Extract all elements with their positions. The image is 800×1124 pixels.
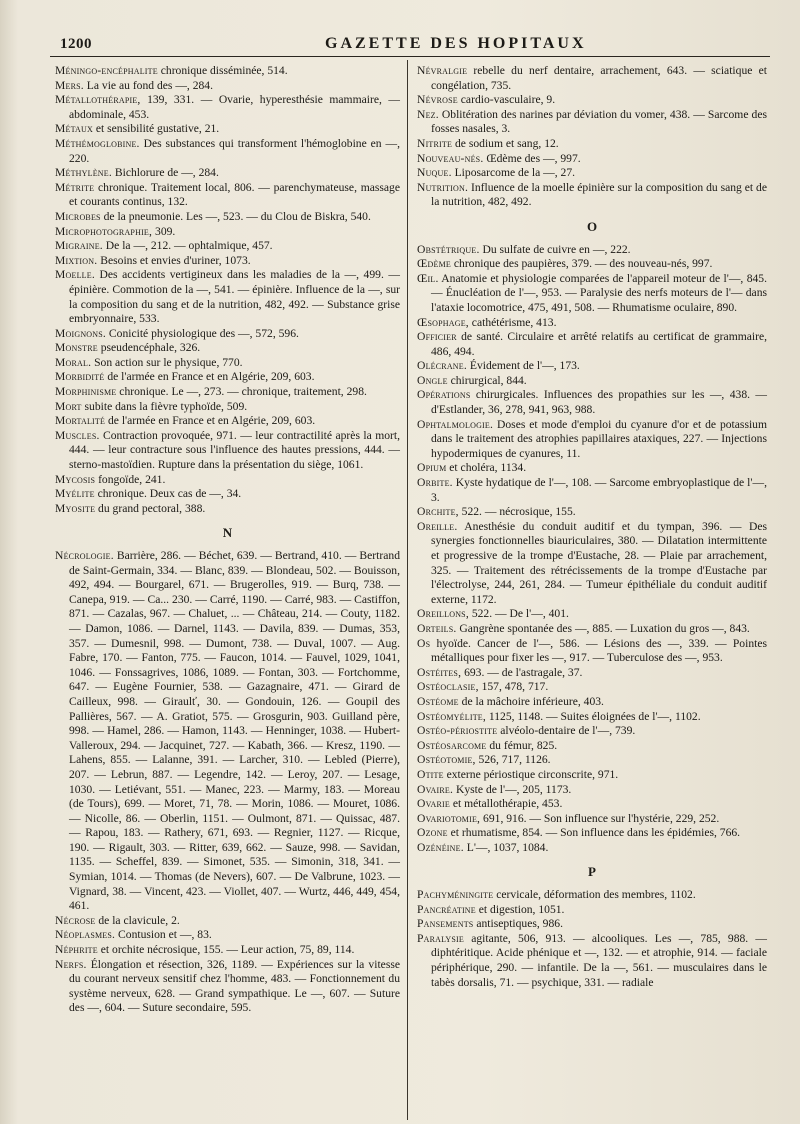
entry-text: De la —, 212. — ophtalmique, 457. [102, 239, 273, 253]
index-entry [55, 429, 400, 473]
entry-text: Influence de la moelle épinière sur la composition du sang et de la nutrition, 482, 492. [431, 180, 767, 209]
entry-headword: Otite [417, 767, 444, 781]
entry-headword: Orteils. [417, 621, 457, 635]
index-entry [55, 210, 400, 225]
entry-text: Barrière, 286. — Béchet, 639. — Bertrand, 410. — Bertrand de Saint-Germain, 334. — Blanc, 839. — Blondeau, 502. — Bouisson, 492, 494. — Bourgarel, 671. — Brugerolles, 919. — Burq, 738. — Canepa, 919. — Ca... 230. — Carré, 1190. — Carré, 983. — Castiffon, 871. — Cazalas, 967. — Chaluet, ... — Château, 214. — Couty, 1182. — Damon, 1086. — Darnel, 1143. — Davila, 839. — Dumas, 353, 357. — Dumesnil, 998. — Dumont, 738. — Duval, 1007. — Aug. Fabre, 170. — Fanton, 775. — Faucon, 1014. — Fauvel, 1029, 1041, 1046. — Fonssagrives, 1086, 1089. — Fontan, 303. — Fortchomme, 647. — Eugène Fournier, 538. — Gazagnaire, 471. — Girard de Cailleux, 998. — Giraulť, 30. — Gondouin, 126. — Goupil des Pallières, 567. — A. Gratiot, 575. — Grosgurin, 903. Guilland père, 998. — Hamel, 286. — Hamon, 1143. — Henninger, 1038. — Hubert-Valleroux, 294. — Jacquinet, 727. — Kabath, 366. — Kresz, 1190. — Lahens, 855. — Lalanne, 391. — Larcher, 310. — Lebled (Pierre), 207. — Lebrun, 887. — Legendre, 142. — Leroy, 207. — Lesage, 1030. — Letiévant, 551. — Manec, 223. — Marmy, 183. — Moreau (de Tours), 699. — Moret, 71, 78. — Morin, 1086. — Mouret, 1086. — Nicolle, 86. — Oberlin, 1151. — Oulmont, 871. — Quissac, 487. — Rapou, 183. — Rathery, 671, 693. — Regnier, 1127. — Ricque, 190. — Rigault, 303. — Ritter, 639, 662. — Sauze, 998. — Savidan, 1135. — Scheffel, 839. — Simonet, 535. — Simonin, 318, 341. — Symian, 1014. — Thomas (de Nevers), 607. — De Valbrune, 1023. — Vignard, 38. — Vincent, 423. — Viollet, 407. — Wurtz, 446, 449, 454, 461. [69, 549, 400, 913]
entry-text: chronique des paupières, 379. — des nouveau-nés, 997. [450, 257, 713, 271]
entry-headword: Moignons. [55, 326, 107, 340]
entry-headword: Mycosis [55, 472, 96, 486]
entry-text: de la clavicule, 2. [95, 913, 180, 927]
entry-headword: Nuque. [417, 166, 452, 180]
entry-text: du fémur, 825. [486, 738, 558, 752]
entry-headword: Métallothérapie, [55, 93, 141, 107]
index-entry [417, 739, 767, 754]
entry-text: de l'armée en France et en Algérie, 209, 603. [104, 370, 315, 384]
index-entry [55, 225, 400, 240]
index-entry [417, 166, 767, 181]
index-entry [417, 695, 767, 710]
entry-text: de la mâchoire inférieure, 403. [458, 694, 604, 708]
index-entry [417, 108, 767, 137]
entries-o [417, 243, 767, 856]
entry-text: Doses et mode d'emploi du cyanure d'or et de potassium dans le traitement des atrophies papillaires ataxiques, 227. — Injections hypodermiques de cyanures, 11. [431, 417, 767, 460]
entry-headword: Nutrition. [417, 180, 469, 194]
entry-headword: Névrose [417, 93, 458, 107]
page-header [50, 34, 770, 57]
entry-headword: Œil. [417, 271, 439, 285]
entry-headword: Nitrite [417, 136, 453, 150]
index-entry [417, 753, 767, 768]
index-entry [417, 476, 767, 505]
entry-text: chronique disséminée, 514. [157, 64, 288, 77]
entry-text: alvéolo-dentaire de l'—, 739. [497, 724, 636, 738]
index-entry [55, 914, 400, 929]
index-entry [55, 341, 400, 356]
index-entry [417, 710, 767, 725]
entry-headword: Morbidité [55, 370, 105, 384]
entry-headword: Ostéites, [417, 665, 462, 679]
index-entry [417, 797, 767, 812]
index-entry [417, 724, 767, 739]
entry-headword: Ovarie [417, 797, 450, 811]
entry-headword: Méthémoglobine. [55, 136, 140, 150]
entry-headword: Opérations [417, 388, 471, 402]
entries-p [417, 888, 767, 990]
entry-text: Kyste hydatique de l'—, 108. — Sarcome embryoplastique de l'—, 3. [431, 476, 767, 504]
entry-text: pseudencéphale, 326. [97, 341, 201, 355]
right-column [417, 64, 767, 990]
entry-headword: Pancréatine [417, 902, 476, 916]
running-title: GAZETTE DES HOPITAUX [325, 35, 587, 52]
entry-headword: Monstre [55, 341, 98, 355]
entry-text: et rhumatisme, 854. — Son influence dans les épidémies, 766. [447, 826, 741, 840]
index-entry [55, 327, 400, 342]
entry-headword: Obstétrique. [417, 242, 480, 256]
entry-headword: Pachyméningite [417, 888, 494, 902]
index-entry [417, 272, 767, 316]
index-entry [417, 461, 767, 476]
entry-headword: Ozénéine. [417, 840, 464, 854]
index-entry [55, 268, 400, 326]
entry-text: Kyste de l'—, 205, 1173. [453, 782, 572, 796]
entry-text: 522. — De l'—, 401. [468, 607, 569, 621]
index-entry [417, 607, 767, 622]
index-entry [417, 768, 767, 783]
entry-text: Besoins et envies d'uriner, 1073. [97, 253, 251, 267]
index-entry [417, 374, 767, 389]
index-entry [55, 502, 400, 517]
entry-text: cervicale, déformation des membres, 1102. [493, 888, 696, 902]
index-entry [417, 93, 767, 108]
entry-headword: Nécrose [55, 913, 96, 927]
entry-headword: Métaux [55, 122, 93, 136]
entry-text: 522. — nécrosique, 155. [458, 505, 576, 519]
entry-text: hyoïde. Cancer de l'—, 586. — Lésions des —, 339. — Pointes métalliques pour fixer les —, 917. — Tuberculose des —, 953. [430, 636, 767, 665]
index-entry [417, 826, 767, 841]
index-entry [417, 666, 767, 681]
entry-text: fongoïde, 241. [95, 472, 166, 486]
entry-headword: Ostéoclasie, [417, 680, 479, 694]
index-entry [55, 943, 400, 958]
index-entry [417, 917, 767, 932]
index-entry [417, 841, 767, 856]
index-entry [55, 181, 400, 210]
entry-text: Évidement de l'—, 173. [466, 359, 580, 373]
index-entry [417, 622, 767, 637]
left-column [55, 64, 400, 1016]
entry-headword: Mers. [55, 78, 84, 92]
entry-headword: Ongle [417, 373, 448, 387]
entry-headword: Nez. [417, 107, 439, 121]
section-letter-o: O [586, 218, 598, 234]
entry-headword: Néphrite [55, 943, 98, 957]
entry-text: Œdème des —, 997. [483, 151, 581, 165]
index-entry [417, 812, 767, 827]
entry-text: 526, 717, 1126. [475, 753, 551, 767]
entry-headword: Ophtalmologie. [417, 417, 494, 431]
index-entry [55, 473, 400, 488]
column-rule [407, 60, 408, 1120]
entry-text: 1125, 1148. — Suites éloignées de l'—, 1102. [485, 709, 701, 723]
entry-headword: Méthylène. [55, 166, 112, 180]
entry-text: Des accidents vertigineux dans les maladies de la —, 499. — épinière. Commotion de la —, 541. — épinière. Influence de la —, sur la composition du sang et de la nutrition, 482, 492. — Substance grise embryonnaire, 533. [69, 268, 400, 326]
entry-headword: Ostéosarcome [417, 738, 487, 752]
entry-text: subite dans la fièvre typhoïde, 509. [81, 399, 248, 413]
entry-text: 139, 331. — Ovarie, hyperesthésie mammaire, — abdominale, 453. [69, 93, 400, 121]
entry-headword: Métrite [55, 180, 95, 194]
index-entry [417, 783, 767, 798]
entry-text: chronique. Deux cas de —, 34. [94, 487, 242, 501]
index-entry [417, 680, 767, 695]
entry-text: 309. [152, 224, 176, 238]
entry-headword: Néoplasmes. [55, 928, 116, 942]
entry-text: de santé. Circulaire et arrêté relatifs au certificat de grammaire, 486, 494. [431, 330, 767, 358]
index-entry [417, 520, 767, 608]
index-entry [55, 254, 400, 269]
index-entry [55, 400, 400, 415]
entries-m [55, 64, 400, 516]
entry-headword: Mort [55, 399, 82, 413]
index-entry [417, 359, 767, 374]
entry-text: rebelle du nerf dentaire, arrachement, 643. — sciatique et congélation, 735. [431, 64, 767, 92]
entry-text: 157, 478, 717. [478, 680, 549, 694]
entry-text: Conicité physiologique des —, 572, 596. [106, 326, 299, 340]
index-entry [417, 903, 767, 918]
entry-text: de la pneumonie. Les —, 523. — du Clou de Biskra, 540. [100, 209, 371, 223]
page-number: 1200 [60, 36, 92, 52]
entry-text: 693. — de l'astragale, 37. [461, 665, 583, 679]
entry-text: Contusion et —, 83. [115, 928, 212, 942]
entry-text: et digestion, 1051. [475, 902, 565, 916]
entry-headword: Œdème [417, 257, 451, 271]
index-entry [417, 418, 767, 462]
entry-headword: Oreillons, [417, 607, 469, 621]
index-entry [55, 166, 400, 181]
entry-headword: Pansements [417, 917, 474, 931]
entry-text: Contraction provoquée, 971. — leur contractilité après la mort, 444. — leur contracture sous l'influence des hautes pressions, 444. — sterno-mastoïdien. Rupture dans la présentation du siège, 1061. [69, 428, 400, 472]
entry-headword: Ostéome [417, 694, 459, 708]
entry-headword: Olécrane. [417, 359, 467, 373]
entry-text: Son action sur le physique, 770. [91, 355, 243, 369]
entry-text: Des substances qui transforment l'hémoglobine en —, 220. [69, 136, 400, 165]
index-entry [55, 928, 400, 943]
index-entry [417, 388, 767, 417]
entry-text: Du sulfate de cuivre en —, 222. [479, 242, 631, 256]
entry-headword: Mortalité [55, 414, 106, 428]
index-entry [55, 370, 400, 385]
entry-text: Anatomie et physiologie comparées de l'appareil moteur de l'—, 845. — Énucléation de l'—, 953. — Paralysie des nerfs moteurs de l'— dans l'ataxie locomotrice, 475, 491, 508. — Rhumatisme oculaire, 890. [431, 271, 767, 314]
entry-text: antiseptiques, 986. [473, 917, 563, 931]
entry-text: Bichlorure de —, 284. [111, 166, 219, 180]
entry-headword: Opium [417, 461, 447, 475]
entry-headword: Névralgie [417, 64, 468, 77]
entry-text: L'—, 1037, 1084. [463, 840, 549, 854]
entry-headword: Oreille. [417, 519, 458, 533]
index-entry [417, 330, 767, 359]
index-entry [55, 122, 400, 137]
entry-text: et choléra, 1134. [446, 461, 527, 475]
entry-text: chronique. Le —, 273. — chronique, traitement, 298. [116, 385, 367, 399]
entry-headword: Nouveau-nés. [417, 151, 484, 165]
entry-headword: Ovaire. [417, 782, 454, 796]
entry-headword: Microphotographie, [55, 224, 153, 238]
section-letter-p: P [588, 864, 596, 880]
entry-text: et orchite nécrosique, 155. — Leur action, 75, 89, 114. [97, 943, 355, 957]
index-entry [55, 487, 400, 502]
entry-headword: Orchite, [417, 505, 459, 519]
index-entry [417, 181, 767, 210]
index-entry [55, 385, 400, 400]
entry-headword: Œsophage, [417, 315, 469, 329]
entry-headword: Moral. [55, 355, 92, 369]
entry-headword: Paralysie [417, 931, 465, 945]
entry-headword: Morphinisme [55, 385, 117, 399]
index-entry [417, 637, 767, 666]
entry-headword: Myélite [55, 487, 95, 501]
entry-text: chirurgical, 844. [447, 373, 527, 387]
index-entry [417, 137, 767, 152]
entry-headword: Ovariotomie, [417, 811, 481, 825]
section-letter-n: N [222, 525, 233, 541]
entry-text: du grand pectoral, 388. [95, 501, 206, 515]
index-entry [417, 932, 767, 990]
entry-text: chronique. Traitement local, 806. — parenchymateuse, massage et courants continus, 132. [69, 180, 400, 209]
entry-headword: Moelle. [55, 268, 95, 282]
entry-text: Liposarcome de la —, 27. [451, 166, 576, 180]
entry-text: Oblitération des narines par déviation du vomer, 438. — Sarcome des fosses nasales, 3. [431, 107, 767, 136]
index-entry [417, 257, 767, 272]
entry-text: cardio-vasculaire, 9. [457, 93, 556, 107]
entry-text: externe périostique circonscrite, 971. [443, 767, 619, 781]
index-entry [55, 64, 400, 79]
index-entry [55, 137, 400, 166]
index-entry [417, 64, 767, 93]
entry-text: Anesthésie du conduit auditif et du tympan, 396. — Des synergies fonctionnelles biauriculaires, 380. — Dilatation intermittente et progressive de la trompe d'Eustache, 28. — Plaie par arrachement, 325. — Traitement des rétrécissements de la trompe d'Eustache par l'électrolyse, 244, 261, 284. — Tumeur épithéliale du conduit auditif externe, 1172. [431, 519, 767, 606]
entry-text: Élongation et résection, 326, 1189. — Expériences sur la vitesse du courant nerveux sensitif chez l'homme, 483. — Fonctionnement du système nerveux, 628. — Grand sympathique. Le —, 607. — Suture des —, 604. — Suture secondaire, 595. [69, 957, 400, 1015]
entry-headword: Officier [417, 330, 457, 344]
entry-headword: Myosite [55, 501, 96, 515]
entry-headword: Ostéomyélite, [417, 709, 486, 723]
entry-text: Gangrène spontanée des —, 885. — Luxation du gros —, 843. [456, 621, 750, 635]
index-entry [55, 958, 400, 1016]
entry-headword: Mixtion. [55, 253, 98, 267]
entries-n [55, 549, 400, 1016]
index-entry [55, 549, 400, 914]
entry-text: et sensibilité gustative, 21. [92, 122, 220, 136]
entry-text: agitante, 506, 913. — alcooliques. Les —, 785, 988. — diphtéritique. Acide phénique et —, 132. — et atrophie, 914. — faciale périphérique, 290. — infantile. De la —, 561. — musculaires dans le tabès dorsalis, 71. — psychique, 331. — radiale [431, 931, 767, 989]
index-entry [417, 888, 767, 903]
index-entry [55, 239, 400, 254]
entry-headword: Os [417, 636, 431, 650]
entry-text: La vie au fond des —, 284. [83, 78, 214, 92]
index-entry [417, 505, 767, 520]
entry-text: chirurgicales. Influences des propathies sur les —, 438. — d'Estlander, 36, 278, 941, 963, 988. [431, 388, 767, 417]
index-entry [55, 356, 400, 371]
index-entry [55, 79, 400, 94]
entry-text: 691, 916. — Son influence sur l'hystérie, 229, 252. [480, 811, 720, 825]
entry-headword: Muscles. [55, 428, 100, 442]
entry-headword: Ozone [417, 826, 448, 840]
entry-headword: Microbes [55, 209, 101, 223]
index-entry [55, 93, 400, 122]
entry-text: de sodium et sang, 12. [452, 136, 559, 150]
entries-n-continued [417, 64, 767, 210]
entry-headword: Nécrologie. [55, 549, 114, 562]
index-entry [55, 414, 400, 429]
entry-text: et métallothérapie, 453. [449, 797, 563, 811]
entry-headword: Méningo-encéphalite [55, 64, 158, 77]
index-entry [417, 316, 767, 331]
entry-headword: Ostéo-périostite [417, 724, 498, 738]
index-entry [417, 152, 767, 167]
index-entry [417, 243, 767, 258]
entry-headword: Ostéotomie, [417, 753, 476, 767]
entry-headword: Orbite. [417, 476, 453, 490]
entry-text: de l'armée en France et en Algérie, 209, 603. [105, 414, 316, 428]
entry-text: cathétérisme, 413. [468, 315, 557, 329]
entry-headword: Nerfs. [55, 957, 87, 971]
entry-headword: Migraine. [55, 239, 103, 253]
